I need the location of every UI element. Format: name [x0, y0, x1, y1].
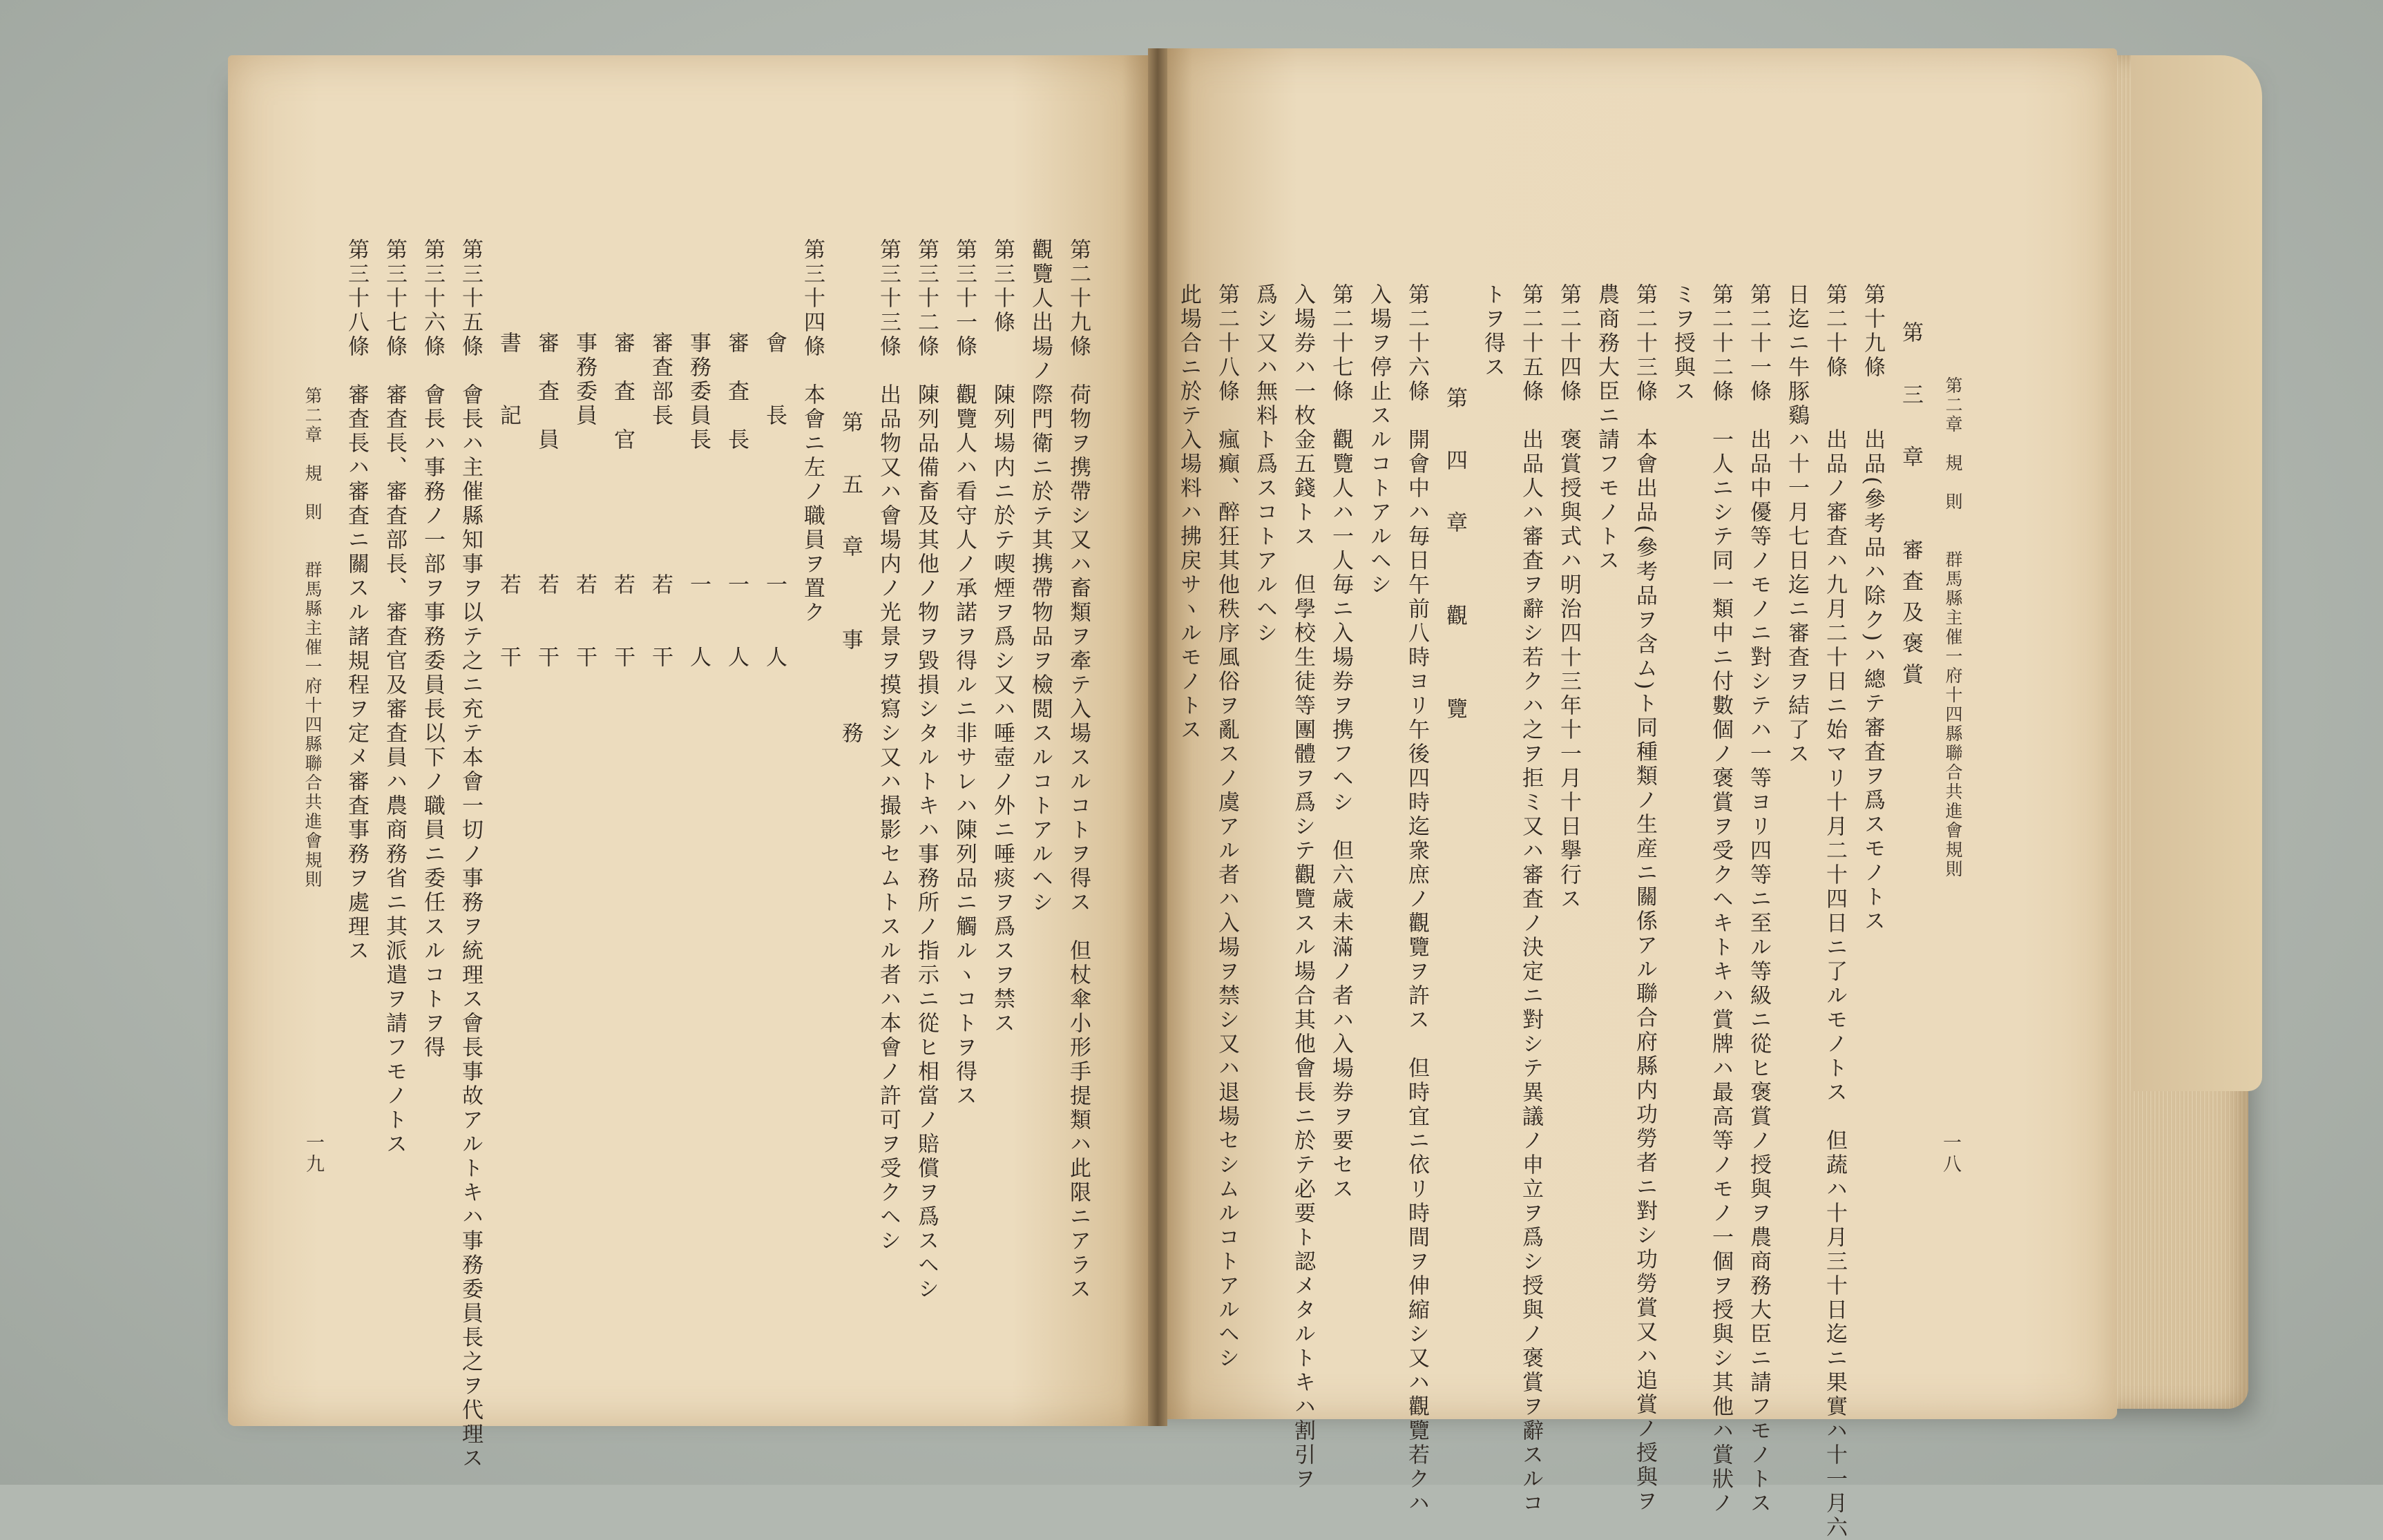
article-line: 第二十五條 出品人ハ審査ヲ辭シ若クハ之ヲ拒ミ又ハ審査ノ決定ニ對シテ異議ノ申立ヲ爲シ授與ノ褒賞ヲ辭スルコ — [1518, 283, 1543, 1516]
staff-count: 若 干 — [610, 573, 635, 670]
article-line: 第三十六條 會長ハ事務ノ一部ヲ事務委員長以下ノ職員ニ委任スルコトヲ得 — [420, 238, 445, 1060]
right-page-number: 一八 — [1940, 1133, 1961, 1175]
article-line: 第二十七條 觀覽人ハ一人毎ニ入場券ヲ携フヘシ 但六歳未滿ノ者ハ入場券ヲ要セス — [1328, 283, 1353, 1202]
article-line: 第十九條 出品(參考品ハ除ク)ハ總テ審査ヲ爲スモノトス — [1860, 283, 1885, 934]
article-line: 第三十四條 本會ニ左ノ職員ヲ置ク — [800, 238, 825, 625]
article-line: トヲ得ス — [1480, 283, 1505, 380]
article-line: 入場ヲ停止スルコトアルヘシ — [1366, 283, 1391, 597]
staff-count: 若 干 — [534, 573, 559, 670]
article-line: 第二十四條 褒賞授與式ハ明治四十三年十一月十日擧行ス — [1556, 283, 1581, 912]
article-line: 第二十三條 本會出品(參考品ヲ含ム)ト同種類ノ生産ニ關係アル聯合府縣内功勞者ニ對シ功勞賞又ハ追賞ノ授與ヲ — [1632, 283, 1657, 1514]
staff-count: 一 人 — [686, 573, 711, 670]
staff-count: 若 干 — [648, 573, 673, 670]
staff-count: 一 人 — [724, 573, 749, 670]
article-line: 第三十二條 陳列品備畜及其他ノ物ヲ毀損シタルトキハ事務所ノ指示ニ從ヒ相當ノ賠償ヲ爲スヘシ — [914, 238, 939, 1302]
right-running-header: 第二章 規 則 群馬縣主催一府十四縣聯合共進會規則 — [1943, 376, 1963, 879]
article-line: 農商務大臣ニ請フモノトス — [1594, 283, 1619, 573]
article-line: 第二十九條 荷物ヲ携帶シ又ハ畜類ヲ牽テ入場スルコトヲ得ス 但杖傘小形手提類ハ此限ニアラス — [1066, 238, 1091, 1302]
article-line: 第二十條 出品ノ審査ハ九月二十日ニ始マリ十月二十四日ニ了ルモノトス 但蔬ハ十月三十日迄ニ果實ハ十一月六 — [1822, 283, 1847, 1540]
staff-count: 若 干 — [572, 573, 597, 670]
chapter-heading: 第 四 章 觀 覽 — [1442, 387, 1467, 729]
article-line: 入場券ハ一枚金五錢トス 但學校生徒等團體ヲ爲シテ觀覽スル場合其他會長ニ於テ必要ト認メタルトキハ割引ヲ — [1290, 283, 1315, 1492]
article-line: 第三十五條 會長ハ主催縣知事ヲ以テ之ニ充テ本會一切ノ事務ヲ統理ス會長事故アルトキハ事務委員長之ヲ代理ス — [458, 238, 483, 1471]
staff-role: 事務委員長 — [686, 331, 711, 452]
article-line: ミヲ授與ス — [1670, 283, 1695, 404]
staff-role: 審 査 長 — [724, 331, 749, 452]
left-page-number: 一九 — [303, 1133, 324, 1175]
book-gutter — [1148, 48, 1167, 1426]
article-line: 此場合ニ於テ入場料ハ拂戻サヽルモノトス — [1176, 283, 1201, 742]
staff-role: 審 査 員 — [534, 331, 559, 452]
article-line: 第二十一條 出品中優等ノモノニ對シテハ一等ヨリ四等ニ至ル等級ニ從ヒ褒賞ノ授與ヲ農商務大臣ニ請フモノトス — [1746, 283, 1771, 1516]
article-line: 第三十三條 出品物又ハ會場内ノ光景ヲ摸寫シ又ハ撮影セムトスル者ハ本會ノ許可ヲ受クヘシ — [876, 238, 901, 1253]
article-line: 爲シ又ハ無料ト爲スコトアルヘシ — [1252, 283, 1277, 646]
left-running-header: 第二章 規 則 群馬縣主催一府十四縣聯合共進會規則 — [303, 387, 323, 889]
article-line: 第二十六條 開會中ハ毎日午前八時ヨリ午後四時迄衆庶ノ觀覽ヲ許ス 但時宜ニ依リ時間ヲ伸縮シ又ハ觀覽若クハ — [1404, 283, 1429, 1516]
staff-count: 若 干 — [496, 573, 521, 670]
article-line: 第三十一條 觀覽人ハ看守人ノ承諾ヲ得ルニ非サレハ陳列品ニ觸ルヽコトヲ得ス — [952, 238, 977, 1108]
staff-role: 事務委員 — [572, 331, 597, 428]
staff-role: 審 査 官 — [610, 331, 635, 452]
staff-role: 審査部長 — [648, 331, 673, 428]
page-edges — [2107, 55, 2248, 1409]
worn-corner — [2131, 55, 2262, 1091]
chapter-heading: 第 三 章 審査及褒賞 — [1898, 321, 1923, 694]
article-line: 第三十條 陳列場内ニ於テ喫煙ヲ爲シ又ハ唾壺ノ外ニ唾痰ヲ爲スヲ禁ス — [990, 238, 1015, 1036]
staff-role: 書 記 — [496, 331, 521, 428]
staff-count: 一 人 — [762, 573, 787, 670]
article-line: 第二十八條 瘋癲、醉狂其他秩序風俗ヲ亂スノ虞アル者ハ入場ヲ禁シ又ハ退場セシムルコトアルヘシ — [1214, 283, 1239, 1371]
staff-role: 會 長 — [762, 331, 787, 428]
article-line: 第二十二條 一人ニシテ同一類中ニ付數個ノ褒賞ヲ受クヘキトキハ賞牌ハ最高等ノモノ一個ヲ授與シ其他ハ賞狀ノ — [1708, 283, 1733, 1516]
chapter-heading: 第 五 章 事 務 — [838, 411, 863, 753]
article-line: 觀覽人出場ノ際門衛ニ於テ其携帶物品ヲ檢閲スルコトアルヘシ — [1028, 238, 1053, 915]
article-line: 日迄ニ牛豚鷄ハ十一月七日迄ニ審査ヲ結了ス — [1784, 283, 1809, 767]
article-line: 第三十八條 審査長ハ審査ニ關スル諸規程ヲ定メ審査事務ヲ處理ス — [344, 238, 369, 963]
article-line: 第三十七條 審査長、審査部長、審査官及審査員ハ農商務省ニ其派遣ヲ請フモノトス — [382, 238, 407, 1157]
